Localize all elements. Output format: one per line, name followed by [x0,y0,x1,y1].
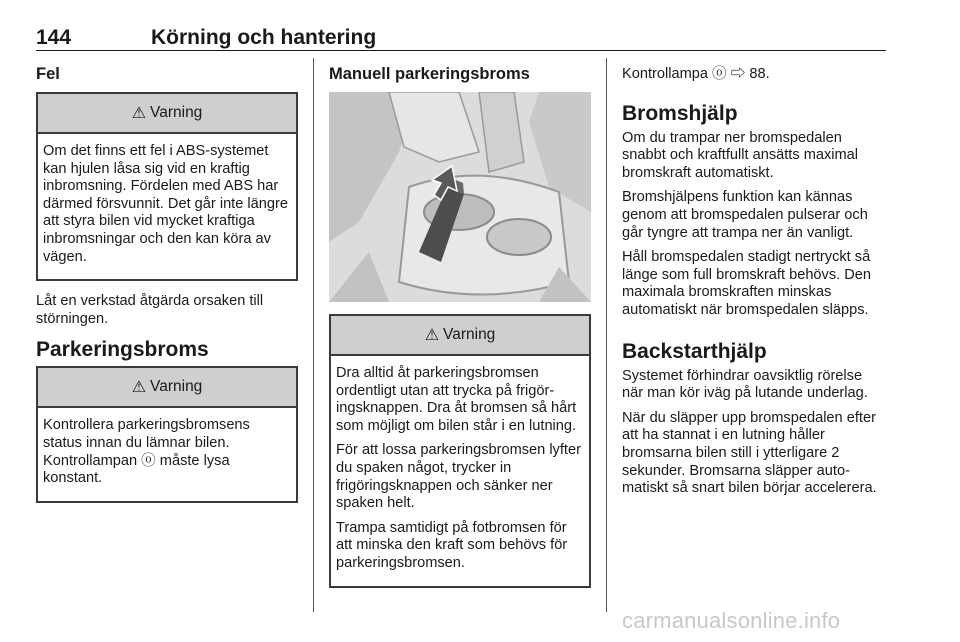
warning-header [38,94,296,134]
section-heading-parkeringsbroms: Parkeringsbroms [36,338,209,362]
warning-body [331,356,589,586]
warning-body [38,408,296,500]
column-divider [606,58,607,612]
warning-header [331,316,589,356]
warning-text: Trampa samtidigt på fotbromsen för att minska den kraft som behövs för parkeringsbromsen. [336,519,568,571]
section-heading-bromshjalp: Bromshjälp [622,101,738,125]
warning-text: För att lossa parkeringsbromsen lyfter du spaken något, trycker in frigöringsknappen och sänker ner spaken helt. [336,442,581,512]
warning-box-parking [36,366,298,502]
warning-header [38,368,296,408]
column-middle [329,60,591,600]
warning-text: Kontrollera parkeringsbromsens status innan du lämnar bilen. Kontrollampan ⓞ måste lysa konstant. [43,417,250,487]
warning-text: Om det finns ett fel i ABS-systemet kan hjulen låsa sig vid en kraftig inbromsning. Fördelen med ABS har därmed försvunnit. Det går inte längre att styra bilen vid mycket kraftiga inbromsningar och den kan köra av vägen. [43,143,288,265]
warning-box-abs [36,92,298,281]
paragraph: Låt en verkstad åtgärda orsaken till störningen. [36,293,264,327]
paragraph: Systemet förhindrar oavsiktlig rörelse när man kör iväg på lutande underlag. [622,367,868,402]
control-lamp-reference: Kontrollampa ⓞ ⇨ 88. [622,66,770,82]
column-left [36,60,298,515]
watermark: carmanualsonline.info [622,608,841,633]
warning-body [38,134,296,279]
warning-title: Varning [443,326,496,343]
paragraph: När du släpper upp bromspedalen efter att ha stannat i en lutning håller bromsarna bilen still i ytterligare 2 sekunder. Bromsarna släpper automatiskt så snart bilen börjar accelerera. [622,409,877,497]
warning-box-manual-brake [329,314,591,588]
warning-triangle-icon: ⚠ [131,379,147,397]
warning-triangle-icon: ⚠ [131,105,147,122]
subheading-fel: Fel [36,65,60,83]
warning-triangle-icon: ⚠ [424,327,440,344]
subheading-manual-parking-brake: Manuell parkeringsbroms [329,65,530,83]
warning-title: Varning [150,104,203,121]
page-number: 144 [36,26,72,49]
paragraph: Håll bromspedalen stadigt nertryckt så länge som full bromskraft behövs. Den maximala bromskraften minskas automatiskt när bromspedalen släpps. [622,249,872,318]
paragraph: Bromshjälpens funktion kan kännas genom att bromspedalen pulserar och går tyngre att trampa ner än vanligt. [622,189,868,241]
warning-text: Dra alltid åt parkeringsbromsen ordentligt utan att trycka på frigöringsknappen. Dra åt bromsen så hårt som möjligt om bilen står i en lutning. [336,365,577,434]
warning-title: Varning [150,378,203,396]
page-header [36,24,886,51]
section-heading-backstarthjalp: Backstarthjälp [622,339,767,363]
chapter-title: Körning och hantering [151,26,377,49]
column-right [622,60,887,505]
parking-brake-illustration [329,92,591,302]
column-divider [313,58,314,612]
paragraph: Om du trampar ner bromspedalen snabbt och kraftfullt ansätts maximal bromskraft automatiskt. [622,129,859,181]
